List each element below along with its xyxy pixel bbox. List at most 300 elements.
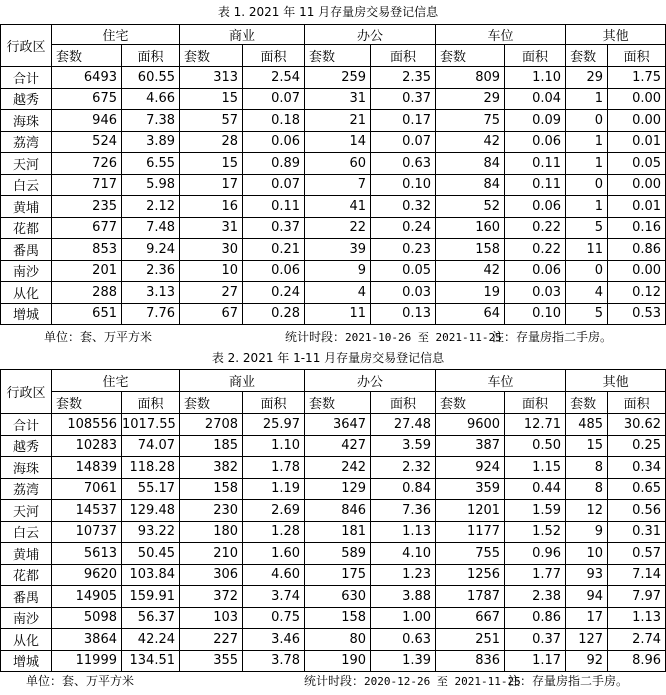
value-cell: 651 bbox=[52, 303, 122, 325]
district-cell: 合计 bbox=[1, 414, 52, 436]
value-cell: 0.84 bbox=[371, 478, 436, 500]
district-cell: 天河 bbox=[1, 153, 52, 175]
district-cell: 荔湾 bbox=[1, 131, 52, 153]
value-cell: 5098 bbox=[52, 607, 122, 629]
value-cell: 0.07 bbox=[371, 131, 436, 153]
value-cell: 0.12 bbox=[608, 282, 666, 304]
value-cell: 0.53 bbox=[608, 303, 666, 325]
value-cell: 3647 bbox=[305, 414, 371, 436]
value-cell: 27 bbox=[180, 282, 243, 304]
value-cell: 0.06 bbox=[505, 196, 566, 218]
value-cell: 7.38 bbox=[122, 110, 180, 132]
value-cell: 22 bbox=[305, 217, 371, 239]
value-cell: 129.48 bbox=[122, 500, 180, 522]
value-cell: 39 bbox=[305, 239, 371, 261]
table2 bbox=[0, 369, 666, 672]
value-cell: 2.32 bbox=[371, 457, 436, 479]
table-row bbox=[1, 478, 666, 500]
value-cell: 0.22 bbox=[505, 239, 566, 261]
value-cell: 15 bbox=[180, 153, 243, 175]
value-cell: 0.50 bbox=[505, 435, 566, 457]
table-row bbox=[1, 564, 666, 586]
value-cell: 92 bbox=[566, 650, 608, 672]
value-cell: 158 bbox=[180, 478, 243, 500]
value-cell: 7061 bbox=[52, 478, 122, 500]
value-cell: 0 bbox=[566, 260, 608, 282]
table-row bbox=[1, 88, 666, 110]
table1-subheader-area: 面积 bbox=[371, 45, 436, 67]
value-cell: 1787 bbox=[436, 586, 505, 608]
value-cell: 1 bbox=[566, 131, 608, 153]
table-row bbox=[1, 543, 666, 565]
value-cell: 17 bbox=[180, 174, 243, 196]
value-cell: 0.56 bbox=[608, 500, 666, 522]
table1-subheader-area: 面积 bbox=[505, 45, 566, 67]
value-cell: 3.88 bbox=[371, 586, 436, 608]
table2-group-residential: 住宅 bbox=[52, 370, 180, 392]
value-cell: 2.74 bbox=[608, 629, 666, 651]
value-cell: 1.19 bbox=[243, 478, 305, 500]
value-cell: 0.23 bbox=[371, 239, 436, 261]
value-cell: 0.34 bbox=[608, 457, 666, 479]
value-cell: 1.00 bbox=[371, 607, 436, 629]
district-cell: 越秀 bbox=[1, 435, 52, 457]
value-cell: 2708 bbox=[180, 414, 243, 436]
value-cell: 387 bbox=[436, 435, 505, 457]
value-cell: 382 bbox=[180, 457, 243, 479]
value-cell: 30.62 bbox=[608, 414, 666, 436]
value-cell: 3.59 bbox=[371, 435, 436, 457]
value-cell: 242 bbox=[305, 457, 371, 479]
table1-period bbox=[285, 328, 502, 347]
value-cell: 60.55 bbox=[122, 67, 180, 89]
table2-group-other: 其他 bbox=[566, 370, 666, 392]
value-cell: 210 bbox=[180, 543, 243, 565]
table2-district-header: 行政区 bbox=[1, 370, 52, 414]
table2-caption: 表 2. 2021 年 1-11 月存量房交易登记信息 bbox=[211, 351, 445, 365]
value-cell: 80 bbox=[305, 629, 371, 651]
table1-group-office: 办公 bbox=[305, 25, 436, 45]
table-row bbox=[1, 282, 666, 304]
value-cell: 0.63 bbox=[371, 153, 436, 175]
value-cell: 7.48 bbox=[122, 217, 180, 239]
value-cell: 0.21 bbox=[243, 239, 305, 261]
value-cell: 11 bbox=[566, 239, 608, 261]
table-row bbox=[1, 586, 666, 608]
table1-subheader-count: 套数 bbox=[52, 45, 122, 67]
value-cell: 1 bbox=[566, 196, 608, 218]
value-cell: 355 bbox=[180, 650, 243, 672]
table-row bbox=[1, 153, 666, 175]
value-cell: 846 bbox=[305, 500, 371, 522]
value-cell: 57 bbox=[180, 110, 243, 132]
value-cell: 29 bbox=[436, 88, 505, 110]
value-cell: 0.86 bbox=[608, 239, 666, 261]
table2-period bbox=[304, 672, 521, 691]
value-cell: 42 bbox=[436, 131, 505, 153]
value-cell: 103.84 bbox=[122, 564, 180, 586]
value-cell: 160 bbox=[436, 217, 505, 239]
district-cell: 增城 bbox=[1, 650, 52, 672]
district-cell: 黄埔 bbox=[1, 543, 52, 565]
table2-subheader-count: 套数 bbox=[436, 392, 505, 414]
value-cell: 1.10 bbox=[505, 67, 566, 89]
value-cell: 0 bbox=[566, 110, 608, 132]
value-cell: 836 bbox=[436, 650, 505, 672]
value-cell: 251 bbox=[436, 629, 505, 651]
table1-subheader-area: 面积 bbox=[243, 45, 305, 67]
value-cell: 94 bbox=[566, 586, 608, 608]
value-cell: 0.10 bbox=[371, 174, 436, 196]
value-cell: 52 bbox=[436, 196, 505, 218]
value-cell: 1.59 bbox=[505, 500, 566, 522]
value-cell: 427 bbox=[305, 435, 371, 457]
table2-subheader-area: 面积 bbox=[505, 392, 566, 414]
value-cell: 0.13 bbox=[371, 303, 436, 325]
table2-subheader-count: 套数 bbox=[52, 392, 122, 414]
value-cell: 4 bbox=[305, 282, 371, 304]
table2-subheader-area: 面积 bbox=[122, 392, 180, 414]
table-row bbox=[1, 414, 666, 436]
value-cell: 2.12 bbox=[122, 196, 180, 218]
table-row bbox=[1, 303, 666, 325]
value-cell: 185 bbox=[180, 435, 243, 457]
value-cell: 0.28 bbox=[243, 303, 305, 325]
table-row bbox=[1, 457, 666, 479]
value-cell: 127 bbox=[566, 629, 608, 651]
value-cell: 3.46 bbox=[243, 629, 305, 651]
value-cell: 64 bbox=[436, 303, 505, 325]
value-cell: 15 bbox=[566, 435, 608, 457]
table-row bbox=[1, 131, 666, 153]
value-cell: 235 bbox=[52, 196, 122, 218]
value-cell: 5 bbox=[566, 217, 608, 239]
table1-group-parking: 车位 bbox=[436, 25, 566, 45]
table1-subheader-count: 套数 bbox=[566, 45, 608, 67]
district-cell: 合计 bbox=[1, 67, 52, 89]
value-cell: 0.75 bbox=[243, 607, 305, 629]
value-cell: 946 bbox=[52, 110, 122, 132]
value-cell: 1.52 bbox=[505, 521, 566, 543]
table2-group-office: 办公 bbox=[305, 370, 436, 392]
value-cell: 158 bbox=[305, 607, 371, 629]
value-cell: 158 bbox=[436, 239, 505, 261]
district-cell: 白云 bbox=[1, 521, 52, 543]
value-cell: 0.06 bbox=[243, 131, 305, 153]
value-cell: 190 bbox=[305, 650, 371, 672]
value-cell: 0.44 bbox=[505, 478, 566, 500]
table1-subheader-count: 套数 bbox=[436, 45, 505, 67]
value-cell: 10283 bbox=[52, 435, 122, 457]
value-cell: 28 bbox=[180, 131, 243, 153]
table1 bbox=[0, 24, 666, 325]
value-cell: 5.98 bbox=[122, 174, 180, 196]
table2-remark: 注：存量房指二手房。 bbox=[508, 674, 629, 688]
value-cell: 175 bbox=[305, 564, 371, 586]
value-cell: 129 bbox=[305, 478, 371, 500]
value-cell: 27.48 bbox=[371, 414, 436, 436]
value-cell: 0.24 bbox=[243, 282, 305, 304]
value-cell: 31 bbox=[180, 217, 243, 239]
value-cell: 306 bbox=[180, 564, 243, 586]
table2-subheader-area: 面积 bbox=[608, 392, 666, 414]
district-cell: 增城 bbox=[1, 303, 52, 325]
value-cell: 0.37 bbox=[243, 217, 305, 239]
value-cell: 288 bbox=[52, 282, 122, 304]
value-cell: 108556 bbox=[52, 414, 122, 436]
district-cell: 白云 bbox=[1, 174, 52, 196]
value-cell: 15 bbox=[180, 88, 243, 110]
value-cell: 7.97 bbox=[608, 586, 666, 608]
value-cell: 0.06 bbox=[243, 260, 305, 282]
district-cell: 黄埔 bbox=[1, 196, 52, 218]
value-cell: 4.60 bbox=[243, 564, 305, 586]
table-row bbox=[1, 500, 666, 522]
table1-caption: 表 1. 2021 年 11 月存量房交易登记信息 bbox=[217, 5, 439, 19]
value-cell: 56.37 bbox=[122, 607, 180, 629]
table1-group-other: 其他 bbox=[566, 25, 666, 45]
table-row bbox=[1, 174, 666, 196]
table2-period-label: 统计时段： bbox=[304, 674, 365, 688]
value-cell: 1177 bbox=[436, 521, 505, 543]
value-cell: 485 bbox=[566, 414, 608, 436]
value-cell: 0.01 bbox=[608, 196, 666, 218]
value-cell: 93.22 bbox=[122, 521, 180, 543]
value-cell: 10 bbox=[566, 543, 608, 565]
value-cell: 21 bbox=[305, 110, 371, 132]
value-cell: 31 bbox=[305, 88, 371, 110]
value-cell: 0.25 bbox=[608, 435, 666, 457]
value-cell: 0.07 bbox=[243, 174, 305, 196]
value-cell: 1.77 bbox=[505, 564, 566, 586]
value-cell: 9600 bbox=[436, 414, 505, 436]
value-cell: 0.01 bbox=[608, 131, 666, 153]
value-cell: 3.89 bbox=[122, 131, 180, 153]
value-cell: 630 bbox=[305, 586, 371, 608]
table-row bbox=[1, 607, 666, 629]
value-cell: 1.15 bbox=[505, 457, 566, 479]
district-cell: 越秀 bbox=[1, 88, 52, 110]
value-cell: 8 bbox=[566, 457, 608, 479]
value-cell: 313 bbox=[180, 67, 243, 89]
value-cell: 14905 bbox=[52, 586, 122, 608]
value-cell: 0.00 bbox=[608, 110, 666, 132]
value-cell: 10737 bbox=[52, 521, 122, 543]
table2-period-value: 2020-12-26 至 2021-11-25 bbox=[364, 675, 521, 688]
district-cell: 海珠 bbox=[1, 110, 52, 132]
value-cell: 67 bbox=[180, 303, 243, 325]
value-cell: 3864 bbox=[52, 629, 122, 651]
table1-subheader-row bbox=[1, 45, 666, 67]
value-cell: 5613 bbox=[52, 543, 122, 565]
value-cell: 0.03 bbox=[505, 282, 566, 304]
value-cell: 4.66 bbox=[122, 88, 180, 110]
value-cell: 0.63 bbox=[371, 629, 436, 651]
value-cell: 1 bbox=[566, 88, 608, 110]
value-cell: 0.11 bbox=[505, 174, 566, 196]
value-cell: 42 bbox=[436, 260, 505, 282]
value-cell: 8 bbox=[566, 478, 608, 500]
value-cell: 0.16 bbox=[608, 217, 666, 239]
value-cell: 0.18 bbox=[243, 110, 305, 132]
value-cell: 0.03 bbox=[371, 282, 436, 304]
value-cell: 12 bbox=[566, 500, 608, 522]
district-cell: 从化 bbox=[1, 629, 52, 651]
table2-group-parking: 车位 bbox=[436, 370, 566, 392]
value-cell: 1.28 bbox=[243, 521, 305, 543]
district-cell: 天河 bbox=[1, 500, 52, 522]
value-cell: 853 bbox=[52, 239, 122, 261]
value-cell: 0.37 bbox=[371, 88, 436, 110]
value-cell: 17 bbox=[566, 607, 608, 629]
value-cell: 9 bbox=[305, 260, 371, 282]
value-cell: 93 bbox=[566, 564, 608, 586]
value-cell: 6493 bbox=[52, 67, 122, 89]
value-cell: 19 bbox=[436, 282, 505, 304]
value-cell: 0.32 bbox=[371, 196, 436, 218]
value-cell: 2.54 bbox=[243, 67, 305, 89]
table2-subheader-count: 套数 bbox=[305, 392, 371, 414]
value-cell: 259 bbox=[305, 67, 371, 89]
value-cell: 0.11 bbox=[505, 153, 566, 175]
table2-unit-note: 单位：套、万平方米 bbox=[26, 674, 135, 688]
value-cell: 2.35 bbox=[371, 67, 436, 89]
value-cell: 717 bbox=[52, 174, 122, 196]
table-row bbox=[1, 435, 666, 457]
value-cell: 1017.55 bbox=[122, 414, 180, 436]
value-cell: 50.45 bbox=[122, 543, 180, 565]
table-row bbox=[1, 217, 666, 239]
value-cell: 0.00 bbox=[608, 88, 666, 110]
value-cell: 1.23 bbox=[371, 564, 436, 586]
value-cell: 159.91 bbox=[122, 586, 180, 608]
table1-subheader-area: 面积 bbox=[122, 45, 180, 67]
table1-body bbox=[1, 67, 666, 325]
table2-body bbox=[1, 414, 666, 672]
value-cell: 0.86 bbox=[505, 607, 566, 629]
value-cell: 9620 bbox=[52, 564, 122, 586]
value-cell: 7.36 bbox=[371, 500, 436, 522]
value-cell: 1 bbox=[566, 153, 608, 175]
value-cell: 3.13 bbox=[122, 282, 180, 304]
value-cell: 359 bbox=[436, 478, 505, 500]
district-cell: 番禺 bbox=[1, 239, 52, 261]
table-row bbox=[1, 260, 666, 282]
table1-period-label: 统计时段： bbox=[285, 330, 346, 344]
value-cell: 0.22 bbox=[505, 217, 566, 239]
district-cell: 从化 bbox=[1, 282, 52, 304]
value-cell: 103 bbox=[180, 607, 243, 629]
table1-subheader-count: 套数 bbox=[180, 45, 243, 67]
value-cell: 227 bbox=[180, 629, 243, 651]
value-cell: 0.96 bbox=[505, 543, 566, 565]
value-cell: 0.09 bbox=[505, 110, 566, 132]
value-cell: 14 bbox=[305, 131, 371, 153]
table-row bbox=[1, 110, 666, 132]
table-row bbox=[1, 521, 666, 543]
value-cell: 10 bbox=[180, 260, 243, 282]
district-cell: 海珠 bbox=[1, 457, 52, 479]
value-cell: 524 bbox=[52, 131, 122, 153]
value-cell: 41 bbox=[305, 196, 371, 218]
district-cell: 花都 bbox=[1, 564, 52, 586]
table-row bbox=[1, 239, 666, 261]
value-cell: 0.07 bbox=[243, 88, 305, 110]
value-cell: 4.10 bbox=[371, 543, 436, 565]
value-cell: 0.37 bbox=[505, 629, 566, 651]
value-cell: 9.24 bbox=[122, 239, 180, 261]
value-cell: 180 bbox=[180, 521, 243, 543]
value-cell: 0.11 bbox=[243, 196, 305, 218]
district-cell: 荔湾 bbox=[1, 478, 52, 500]
value-cell: 0.06 bbox=[505, 131, 566, 153]
value-cell: 589 bbox=[305, 543, 371, 565]
value-cell: 84 bbox=[436, 174, 505, 196]
value-cell: 84 bbox=[436, 153, 505, 175]
table1-group-header-row bbox=[1, 25, 666, 45]
value-cell: 74.07 bbox=[122, 435, 180, 457]
table1-group-residential: 住宅 bbox=[52, 25, 180, 45]
value-cell: 0.89 bbox=[243, 153, 305, 175]
value-cell: 1.75 bbox=[608, 67, 666, 89]
value-cell: 11 bbox=[305, 303, 371, 325]
value-cell: 11999 bbox=[52, 650, 122, 672]
value-cell: 1256 bbox=[436, 564, 505, 586]
table2-subheader-area: 面积 bbox=[243, 392, 305, 414]
value-cell: 677 bbox=[52, 217, 122, 239]
value-cell: 0.17 bbox=[371, 110, 436, 132]
value-cell: 924 bbox=[436, 457, 505, 479]
value-cell: 0.10 bbox=[505, 303, 566, 325]
value-cell: 372 bbox=[180, 586, 243, 608]
value-cell: 25.97 bbox=[243, 414, 305, 436]
district-cell: 番禺 bbox=[1, 586, 52, 608]
table2-group-commercial: 商业 bbox=[180, 370, 305, 392]
value-cell: 1.10 bbox=[243, 435, 305, 457]
value-cell: 6.55 bbox=[122, 153, 180, 175]
value-cell: 0.05 bbox=[371, 260, 436, 282]
value-cell: 0.57 bbox=[608, 543, 666, 565]
value-cell: 7.76 bbox=[122, 303, 180, 325]
table1-unit-note: 单位：套、万平方米 bbox=[44, 330, 153, 344]
value-cell: 60 bbox=[305, 153, 371, 175]
table1-period-value: 2021-10-26 至 2021-11-25 bbox=[345, 331, 502, 344]
value-cell: 0.00 bbox=[608, 174, 666, 196]
district-cell: 南沙 bbox=[1, 607, 52, 629]
table1-subheader-area: 面积 bbox=[608, 45, 666, 67]
table2-subheader-area: 面积 bbox=[371, 392, 436, 414]
table-row bbox=[1, 196, 666, 218]
district-cell: 花都 bbox=[1, 217, 52, 239]
table-row bbox=[1, 650, 666, 672]
value-cell: 1.78 bbox=[243, 457, 305, 479]
table2-subheader-count: 套数 bbox=[180, 392, 243, 414]
value-cell: 2.38 bbox=[505, 586, 566, 608]
table1-remark: 注：存量房指二手房。 bbox=[492, 330, 613, 344]
value-cell: 0.65 bbox=[608, 478, 666, 500]
value-cell: 14839 bbox=[52, 457, 122, 479]
value-cell: 0.24 bbox=[371, 217, 436, 239]
value-cell: 0 bbox=[566, 174, 608, 196]
value-cell: 29 bbox=[566, 67, 608, 89]
table-row bbox=[1, 629, 666, 651]
value-cell: 118.28 bbox=[122, 457, 180, 479]
value-cell: 3.74 bbox=[243, 586, 305, 608]
value-cell: 0.06 bbox=[505, 260, 566, 282]
value-cell: 2.69 bbox=[243, 500, 305, 522]
value-cell: 1.17 bbox=[505, 650, 566, 672]
value-cell: 8.96 bbox=[608, 650, 666, 672]
